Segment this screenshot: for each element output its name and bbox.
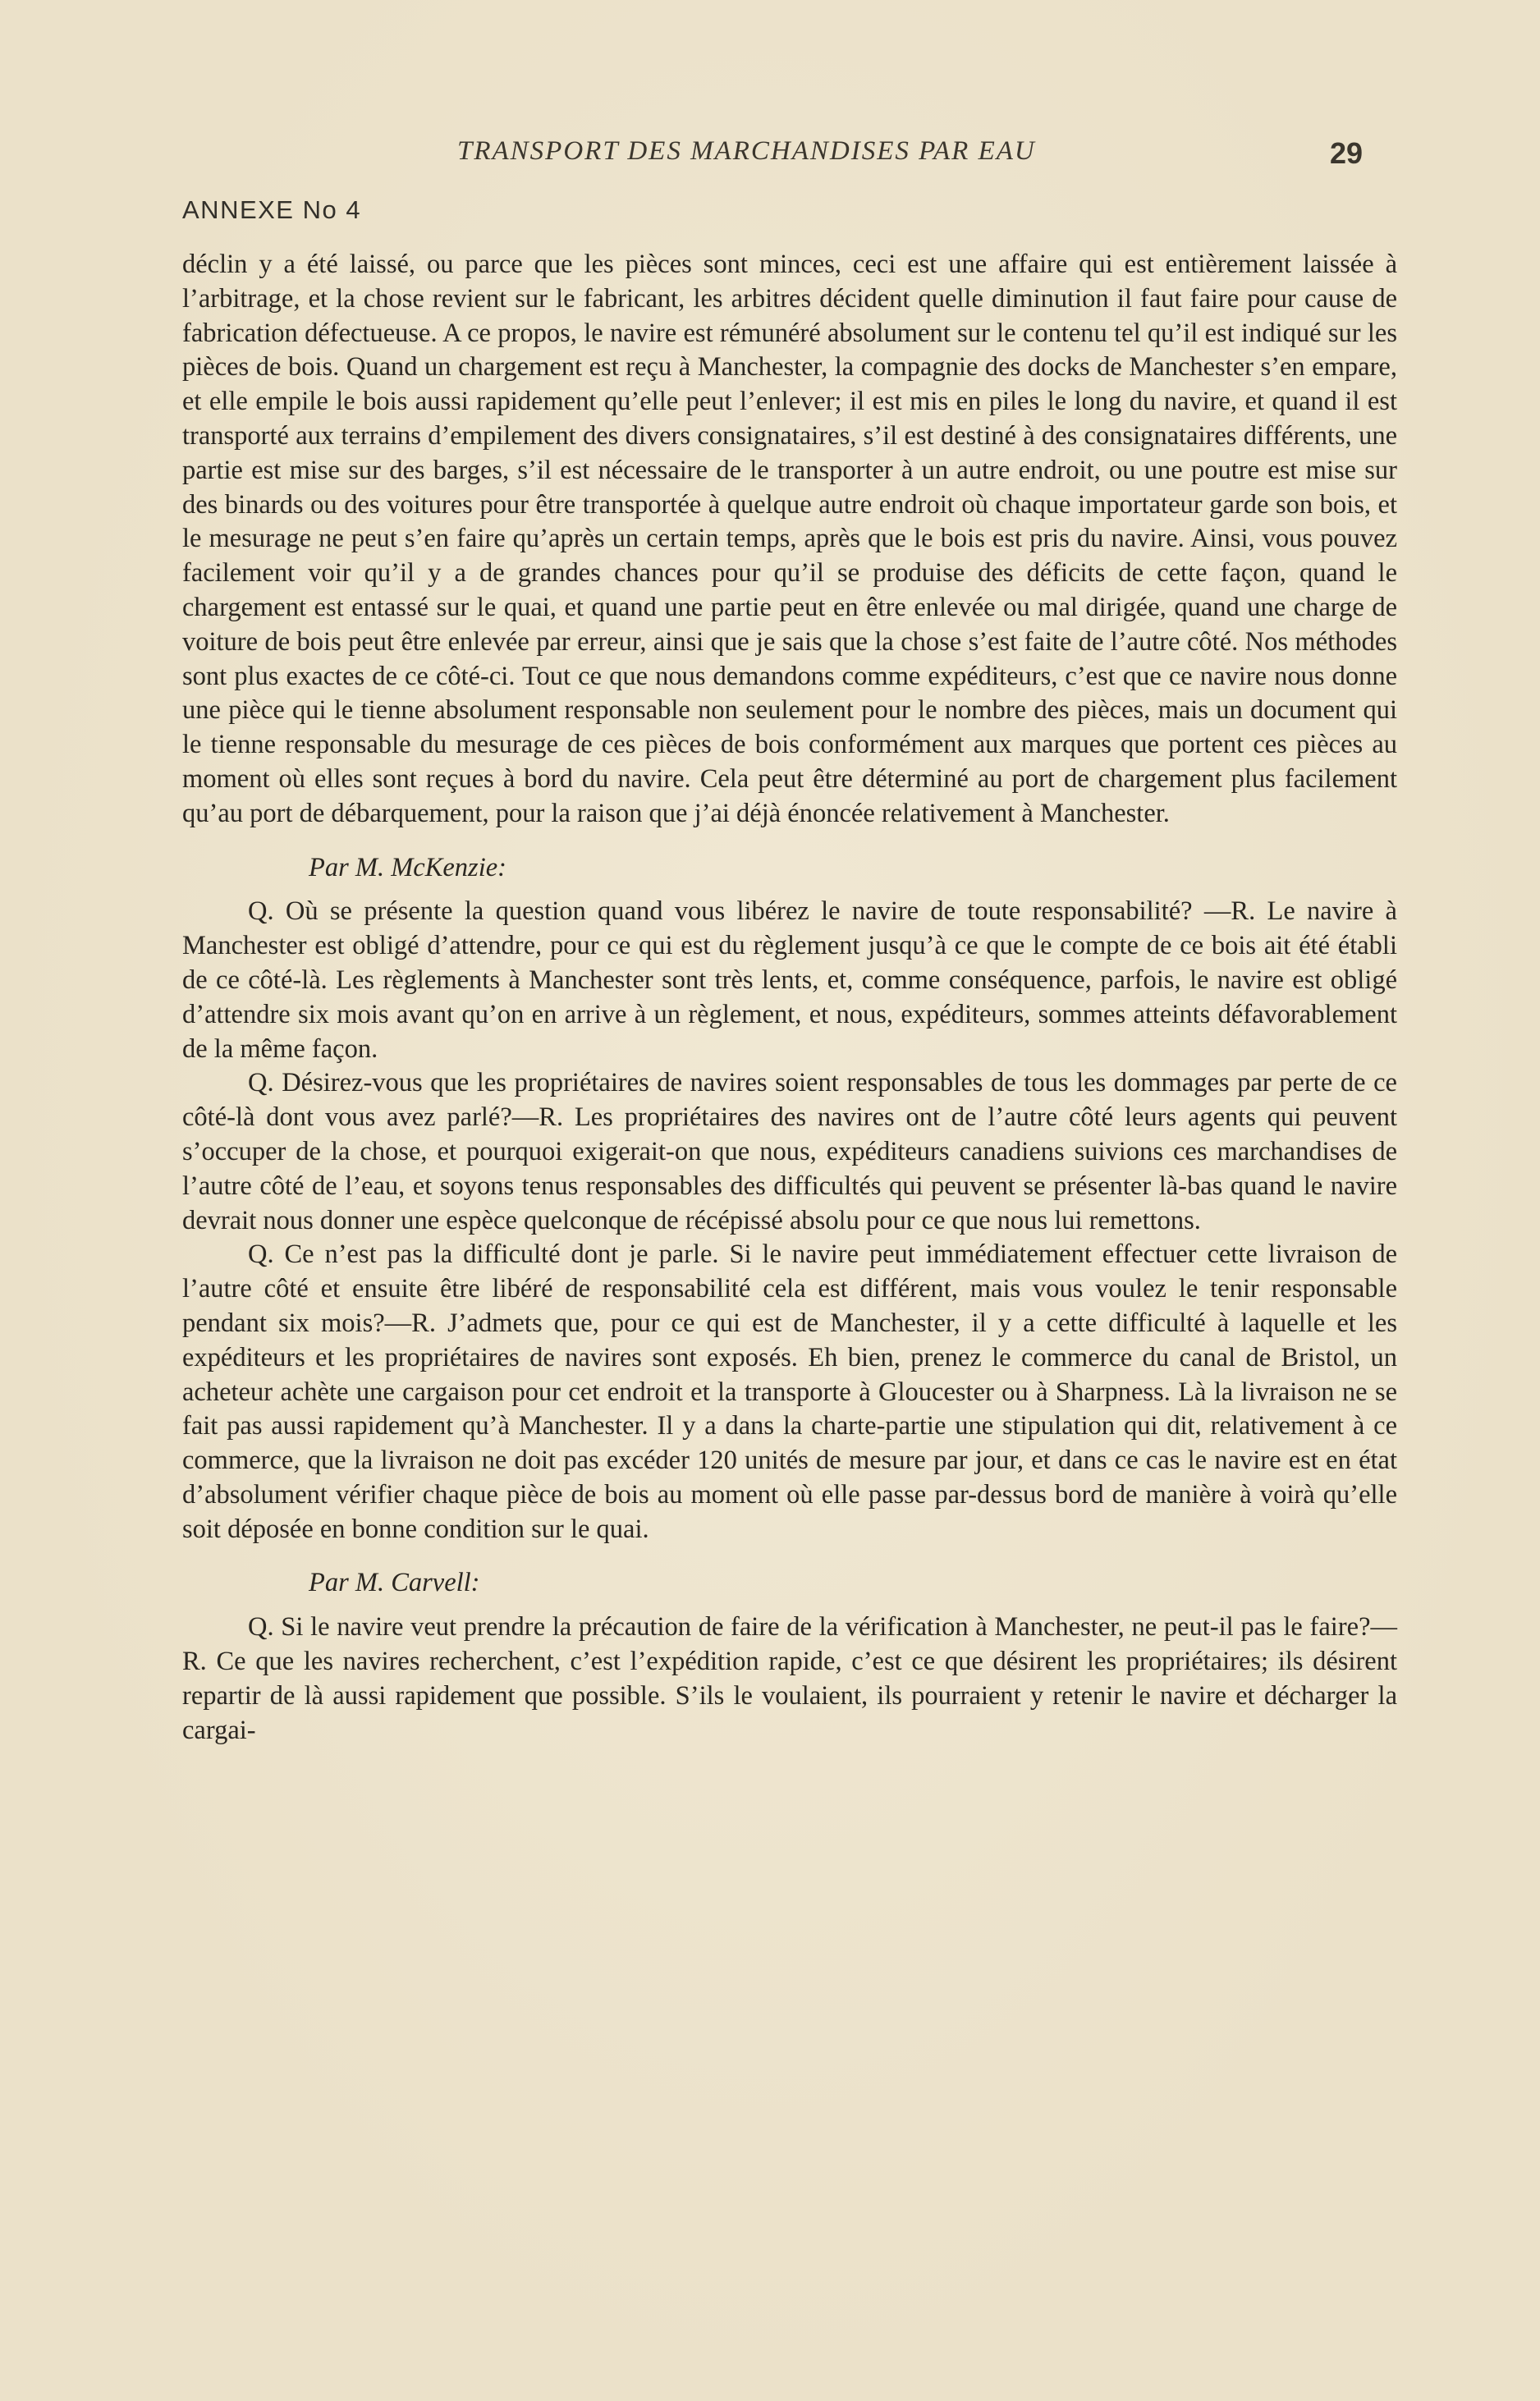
paragraph: déclin y a été laissé, ou parce que les pièces sont minces, ceci est une affaire qui est entièrement laissée à l’arbitrage, et la chose revient sur le fabricant, les arbitres décident quelle diminution il faut faire pour cause de fabrication défectueuse. A ce propos, le navire est rémunéré absolument sur le contenu tel qu’il est indiqué sur les pièces de bois. Quand un chargement est reçu à Manchester, la compagnie des docks de Manchester s’en empare, et elle empile le bois aussi rapidement qu’elle peut l’enlever; il est mis en piles le long du navire, et quand il est transporté aux terrains d’empilement des divers consignataires, s’il est destiné à des consignataires différents, une partie est mise sur des barges, s’il est nécessaire de le transporter à un autre endroit, ou une poutre est mise sur des binards ou des voitures pour être transportée à quelque autre endroit où chaque importateur garde son bois, et le mesurage ne peut s’en faire qu’après un certain temps, après que le bois est pris du navire. Ainsi, vous pouvez facilement voir qu’il y a de grandes chances pour qu’il se produise des déficits de cette façon, quand le chargement est entassé sur le quai, et quand une partie peut en être enlevée ou mal dirigée, quand une charge de voiture de bois peut être enlevée par erreur, ainsi que je sais que la chose s’est faite de l’autre côté. Nos méthodes sont plus exactes de ce côté-ci. Tout ce que nous demandons comme expéditeurs, c’est que ce navire nous donne une pièce qui le tienne absolument responsable non seulement pour le nombre des pièces, mais un document qui le tienne responsable du mesurage de ces pièces de bois conformément aux marques que portent ces pièces au moment où elles sont reçues à bord du navire. Cela peut être déterminé au port de chargement plus facilement qu’au port de débarquement, pour la raison que j’ai déjà énoncée relativement à Manchester. [182, 250, 1397, 828]
paragraph: Q. Ce n’est pas la difficulté dont je parle. Si le navire peut immédiatement effectuer cette livraison de l’autre côté et ensuite être libéré de responsabilité cela est différent, mais vous voulez le tenir responsable pendant six mois?—R. J’admets que, pour ce qui est de Manchester, il y a cette difficulté à laquelle et les expéditeurs et les propriétaires de navires sont exposés. Eh bien, prenez le commerce du canal de Bristol, un acheteur achète une cargaison pour cet endroit et la transporte à Gloucester ou à Sharpness. Là la livraison ne se fait pas aussi rapidement qu’à Manchester. Il y a dans la charte-partie une stipulation qui dit, relativement à ce commerce, que la livraison ne doit pas excéder 120 unités de mesure par jour, et dans ce cas le navire est en état d’absolument vérifier chaque pièce de bois au moment où elle passe par-dessus bord de manière à voirà qu’elle soit déposée en bonne condition sur le quai. [182, 1239, 1397, 1544]
running-title: TRANSPORT DES MARCHANDISES PAR EAU [457, 136, 1036, 166]
annex-label: ANNEXE No 4 [182, 195, 362, 224]
speaker-heading: Par M. Carvell: [309, 1568, 480, 1598]
page-number: 29 [1330, 136, 1364, 170]
paragraph: Q. Où se présente la question quand vous libérez le navire de toute responsabilité? —R. Le navire à Manchester est obligé d’attendre, pour ce qui est du règlement jusqu’à ce que le compte de ce bois ait été établi de ce côté-là. Les règlements à Manchester sont très lents, et, comme conséquence, parfois, le navire est obligé d’attendre six mois avant qu’on en arrive à un règlement, et nous, expéditeurs, sommes atteints défavorablement de la même façon. [182, 896, 1397, 1064]
body-text [182, 248, 1397, 1748]
paragraph: Q. Si le navire veut prendre la précaution de faire de la vérification à Manchester, ne peut-il pas le faire?—R. Ce que les navires recherchent, c’est l’expédition rapide, c’est ce que désirent les propriétaires; ils désirent repartir de là aussi rapidement que possible. S’ils le voulaient, ils pourraient y retenir le navire et décharger la cargai- [182, 1612, 1397, 1745]
speaker-heading: Par M. McKenzie: [309, 852, 506, 882]
paragraph: Q. Désirez-vous que les propriétaires de navires soient responsables de tous les dommages par perte de ce côté-là dont vous avez parlé?—R. Les propriétaires des navires ont de l’autre côté leurs agents qui peuvent s’occuper de la chose, et pourquoi exigerait-on que nous, expéditeurs canadiens suivions ces marchandises de l’autre côté de l’eau, et soyons tenus responsables des difficultés qui peuvent se présenter là-bas quand le navire devrait nous donner une espèce quelconque de récépissé absolu pour ce que nous lui remettons. [182, 1068, 1397, 1235]
